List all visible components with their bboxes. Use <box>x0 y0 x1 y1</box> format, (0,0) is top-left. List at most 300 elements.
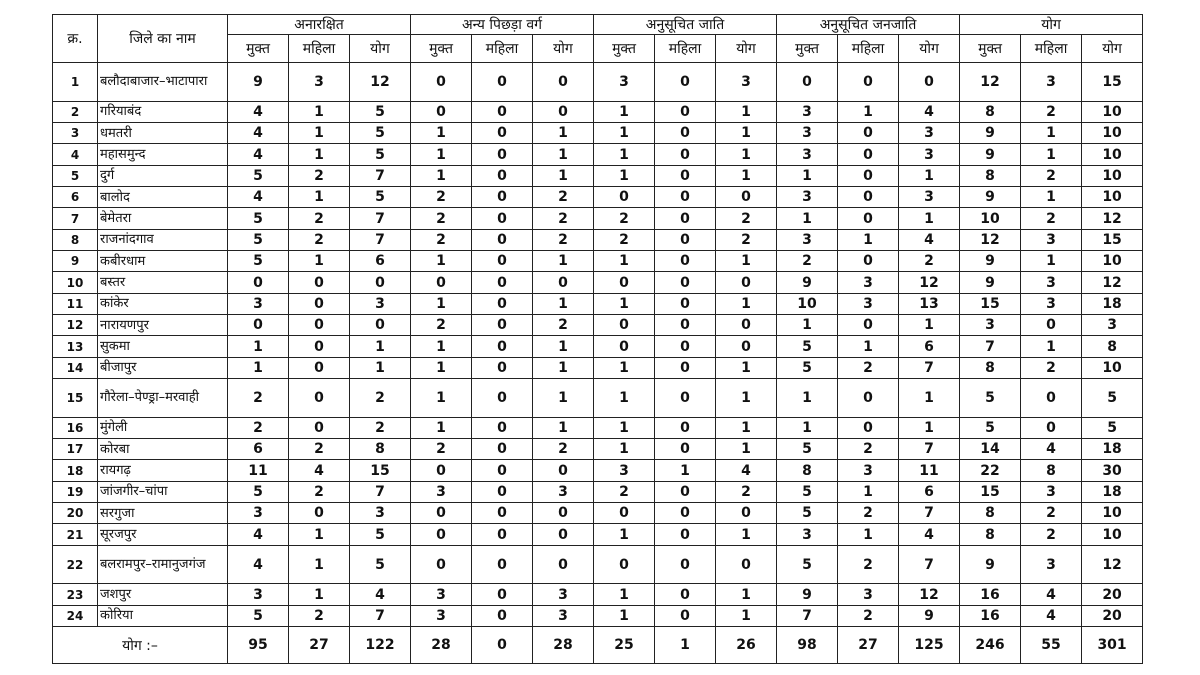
value-cell: 0 <box>655 379 716 418</box>
value-cell: 0 <box>716 187 777 208</box>
value-cell: 1 <box>594 584 655 605</box>
value-cell: 1 <box>411 293 472 314</box>
value-cell: 7 <box>899 503 960 524</box>
value-cell: 20 <box>1082 605 1143 626</box>
value-cell: 7 <box>350 605 411 626</box>
value-cell: 3 <box>838 460 899 481</box>
value-cell: 2 <box>1021 101 1082 122</box>
value-cell: 5 <box>777 503 838 524</box>
value-cell: 4 <box>899 229 960 250</box>
district-cell: कांकेर <box>98 293 228 314</box>
value-cell: 1 <box>289 251 350 272</box>
table-row <box>53 63 1143 102</box>
sub-header: योग <box>1082 35 1143 63</box>
value-cell: 9 <box>960 122 1021 143</box>
value-cell: 0 <box>655 165 716 186</box>
value-cell: 1 <box>594 293 655 314</box>
table-row <box>53 272 1143 293</box>
value-cell: 0 <box>533 63 594 102</box>
value-cell: 0 <box>472 545 533 584</box>
value-cell: 0 <box>655 272 716 293</box>
value-cell: 0 <box>411 63 472 102</box>
value-cell: 1 <box>838 481 899 502</box>
value-cell: 2 <box>533 187 594 208</box>
total-cell: 122 <box>350 627 411 664</box>
value-cell: 9 <box>899 605 960 626</box>
value-cell: 5 <box>777 439 838 460</box>
serial-cell: 12 <box>53 315 98 336</box>
value-cell: 1 <box>838 524 899 545</box>
value-cell: 1 <box>228 336 289 357</box>
value-cell: 0 <box>594 187 655 208</box>
value-cell: 0 <box>594 336 655 357</box>
value-cell: 1 <box>716 379 777 418</box>
district-cell: जांजगीर–चांपा <box>98 481 228 502</box>
value-cell: 5 <box>228 208 289 229</box>
value-cell: 1 <box>533 417 594 438</box>
value-cell: 0 <box>472 503 533 524</box>
sub-header: मुक्त <box>228 35 289 63</box>
value-cell: 1 <box>716 101 777 122</box>
value-cell: 0 <box>472 379 533 418</box>
value-cell: 9 <box>960 545 1021 584</box>
table-row <box>53 101 1143 122</box>
value-cell: 2 <box>228 379 289 418</box>
serial-cell: 10 <box>53 272 98 293</box>
value-cell: 0 <box>655 251 716 272</box>
serial-cell: 15 <box>53 379 98 418</box>
value-cell: 5 <box>228 481 289 502</box>
value-cell: 0 <box>838 63 899 102</box>
value-cell: 0 <box>594 545 655 584</box>
value-cell: 0 <box>472 293 533 314</box>
value-cell: 5 <box>228 229 289 250</box>
value-cell: 3 <box>838 293 899 314</box>
value-cell: 5 <box>777 481 838 502</box>
value-cell: 0 <box>533 545 594 584</box>
value-cell: 2 <box>228 417 289 438</box>
value-cell: 4 <box>289 460 350 481</box>
value-cell: 1 <box>716 293 777 314</box>
value-cell: 9 <box>960 187 1021 208</box>
table-row <box>53 315 1143 336</box>
value-cell: 0 <box>289 417 350 438</box>
value-cell: 1 <box>289 584 350 605</box>
district-cell: रायगढ़ <box>98 460 228 481</box>
value-cell: 3 <box>228 293 289 314</box>
value-cell: 7 <box>899 357 960 378</box>
value-cell: 0 <box>716 503 777 524</box>
value-cell: 0 <box>411 524 472 545</box>
table-row <box>53 251 1143 272</box>
sub-header: मुक्त <box>594 35 655 63</box>
value-cell: 3 <box>411 605 472 626</box>
value-cell: 1 <box>899 208 960 229</box>
value-cell: 4 <box>228 187 289 208</box>
value-cell: 1 <box>655 460 716 481</box>
table-row <box>53 439 1143 460</box>
district-cell: कोरबा <box>98 439 228 460</box>
value-cell: 2 <box>289 605 350 626</box>
value-cell: 3 <box>777 144 838 165</box>
value-cell: 1 <box>838 336 899 357</box>
district-cell: बीजापुर <box>98 357 228 378</box>
value-cell: 0 <box>472 584 533 605</box>
serial-cell: 11 <box>53 293 98 314</box>
value-cell: 3 <box>533 584 594 605</box>
value-cell: 5 <box>228 165 289 186</box>
value-cell: 5 <box>777 336 838 357</box>
value-cell: 0 <box>472 187 533 208</box>
district-cell: बलौदाबाजार–भाटापारा <box>98 63 228 102</box>
value-cell: 1 <box>716 122 777 143</box>
value-cell: 7 <box>350 208 411 229</box>
value-cell: 3 <box>838 584 899 605</box>
district-cell: गरियाबंद <box>98 101 228 122</box>
value-cell: 1 <box>411 122 472 143</box>
value-cell: 0 <box>655 315 716 336</box>
district-cell: जशपुर <box>98 584 228 605</box>
value-cell: 3 <box>777 229 838 250</box>
serial-cell: 7 <box>53 208 98 229</box>
value-cell: 16 <box>960 605 1021 626</box>
serial-cell: 19 <box>53 481 98 502</box>
value-cell: 1 <box>777 315 838 336</box>
total-label: योग :– <box>53 627 228 664</box>
value-cell: 0 <box>228 315 289 336</box>
value-cell: 0 <box>472 165 533 186</box>
value-cell: 2 <box>411 439 472 460</box>
value-cell: 3 <box>533 605 594 626</box>
value-cell: 1 <box>594 357 655 378</box>
value-cell: 0 <box>655 605 716 626</box>
value-cell: 1 <box>533 251 594 272</box>
serial-cell: 24 <box>53 605 98 626</box>
value-cell: 3 <box>411 481 472 502</box>
sub-header: महिला <box>838 35 899 63</box>
value-cell: 18 <box>1082 293 1143 314</box>
value-cell: 0 <box>289 272 350 293</box>
value-cell: 0 <box>472 208 533 229</box>
value-cell: 0 <box>838 187 899 208</box>
value-cell: 0 <box>838 122 899 143</box>
value-cell: 2 <box>350 417 411 438</box>
value-cell: 2 <box>838 439 899 460</box>
value-cell: 3 <box>777 524 838 545</box>
district-header: जिले का नाम <box>98 15 228 63</box>
value-cell: 8 <box>960 524 1021 545</box>
value-cell: 2 <box>838 605 899 626</box>
value-cell: 3 <box>1021 229 1082 250</box>
district-cell: कबीरधाम <box>98 251 228 272</box>
serial-cell: 14 <box>53 357 98 378</box>
value-cell: 0 <box>289 379 350 418</box>
value-cell: 0 <box>594 315 655 336</box>
value-cell: 5 <box>350 545 411 584</box>
value-cell: 7 <box>899 545 960 584</box>
value-cell: 3 <box>1021 545 1082 584</box>
value-cell: 3 <box>899 122 960 143</box>
value-cell: 0 <box>472 101 533 122</box>
group-header: योग <box>960 15 1143 35</box>
value-cell: 6 <box>228 439 289 460</box>
value-cell: 0 <box>655 336 716 357</box>
table-row <box>53 460 1143 481</box>
value-cell: 3 <box>594 460 655 481</box>
value-cell: 1 <box>289 122 350 143</box>
value-cell: 5 <box>960 417 1021 438</box>
value-cell: 5 <box>350 144 411 165</box>
value-cell: 0 <box>655 208 716 229</box>
value-cell: 15 <box>350 460 411 481</box>
sub-header: मुक्त <box>777 35 838 63</box>
value-cell: 3 <box>899 187 960 208</box>
value-cell: 9 <box>228 63 289 102</box>
total-cell: 26 <box>716 627 777 664</box>
value-cell: 10 <box>1082 144 1143 165</box>
value-cell: 1 <box>411 251 472 272</box>
value-cell: 3 <box>960 315 1021 336</box>
district-cell: धमतरी <box>98 122 228 143</box>
value-cell: 0 <box>533 272 594 293</box>
value-cell: 12 <box>899 584 960 605</box>
value-cell: 10 <box>1082 101 1143 122</box>
value-cell: 0 <box>472 605 533 626</box>
value-cell: 1 <box>594 144 655 165</box>
value-cell: 2 <box>533 315 594 336</box>
value-cell: 1 <box>533 144 594 165</box>
table-row <box>53 503 1143 524</box>
value-cell: 5 <box>1082 379 1143 418</box>
value-cell: 4 <box>1021 605 1082 626</box>
value-cell: 2 <box>1021 208 1082 229</box>
value-cell: 9 <box>960 272 1021 293</box>
value-cell: 9 <box>777 584 838 605</box>
value-cell: 6 <box>899 481 960 502</box>
value-cell: 10 <box>1082 122 1143 143</box>
total-cell: 28 <box>411 627 472 664</box>
group-header: अनुसूचित जाति <box>594 15 777 35</box>
value-cell: 0 <box>716 545 777 584</box>
sub-header: महिला <box>289 35 350 63</box>
value-cell: 1 <box>1021 187 1082 208</box>
value-cell: 3 <box>1082 315 1143 336</box>
value-cell: 3 <box>1021 293 1082 314</box>
value-cell: 2 <box>716 208 777 229</box>
value-cell: 0 <box>472 439 533 460</box>
district-cell: बेमेतरा <box>98 208 228 229</box>
value-cell: 2 <box>1021 357 1082 378</box>
value-cell: 1 <box>777 417 838 438</box>
value-cell: 0 <box>533 503 594 524</box>
value-cell: 0 <box>655 417 716 438</box>
total-cell: 27 <box>838 627 899 664</box>
total-cell: 1 <box>655 627 716 664</box>
value-cell: 0 <box>472 63 533 102</box>
value-cell: 10 <box>1082 357 1143 378</box>
sub-header: योग <box>716 35 777 63</box>
value-cell: 15 <box>960 293 1021 314</box>
value-cell: 1 <box>716 165 777 186</box>
sub-header: महिला <box>655 35 716 63</box>
value-cell: 3 <box>350 293 411 314</box>
value-cell: 0 <box>716 272 777 293</box>
serial-cell: 6 <box>53 187 98 208</box>
value-cell: 7 <box>350 481 411 502</box>
value-cell: 10 <box>1082 251 1143 272</box>
group-header-row <box>53 15 1143 35</box>
value-cell: 1 <box>716 251 777 272</box>
value-cell: 7 <box>350 229 411 250</box>
district-cell: सरगुजा <box>98 503 228 524</box>
serial-cell: 20 <box>53 503 98 524</box>
total-cell: 95 <box>228 627 289 664</box>
value-cell: 1 <box>838 101 899 122</box>
district-cell: गौरेला–पेण्ड्रा–मरवाही <box>98 379 228 418</box>
value-cell: 3 <box>838 272 899 293</box>
value-cell: 1 <box>777 379 838 418</box>
table-row <box>53 293 1143 314</box>
district-cell: मुंगेली <box>98 417 228 438</box>
value-cell: 4 <box>899 524 960 545</box>
value-cell: 12 <box>1082 545 1143 584</box>
value-cell: 0 <box>1021 417 1082 438</box>
serial-header: क्र. <box>53 15 98 63</box>
value-cell: 7 <box>777 605 838 626</box>
serial-cell: 13 <box>53 336 98 357</box>
value-cell: 3 <box>777 187 838 208</box>
value-cell: 2 <box>716 481 777 502</box>
table-row <box>53 357 1143 378</box>
table-row <box>53 379 1143 418</box>
value-cell: 5 <box>960 379 1021 418</box>
value-cell: 0 <box>655 229 716 250</box>
value-cell: 0 <box>838 315 899 336</box>
value-cell: 0 <box>838 379 899 418</box>
serial-cell: 21 <box>53 524 98 545</box>
value-cell: 0 <box>655 524 716 545</box>
value-cell: 8 <box>350 439 411 460</box>
sub-header: योग <box>350 35 411 63</box>
value-cell: 4 <box>350 584 411 605</box>
value-cell: 5 <box>777 545 838 584</box>
value-cell: 5 <box>350 122 411 143</box>
value-cell: 3 <box>1021 63 1082 102</box>
value-cell: 7 <box>899 439 960 460</box>
value-cell: 6 <box>350 251 411 272</box>
value-cell: 1 <box>899 165 960 186</box>
value-cell: 2 <box>899 251 960 272</box>
value-cell: 20 <box>1082 584 1143 605</box>
value-cell: 15 <box>1082 229 1143 250</box>
value-cell: 2 <box>838 545 899 584</box>
value-cell: 4 <box>899 101 960 122</box>
sub-header: योग <box>533 35 594 63</box>
value-cell: 1 <box>350 336 411 357</box>
district-cell: सुकमा <box>98 336 228 357</box>
value-cell: 8 <box>777 460 838 481</box>
value-cell: 5 <box>350 101 411 122</box>
serial-cell: 16 <box>53 417 98 438</box>
table-row <box>53 605 1143 626</box>
sub-header: योग <box>899 35 960 63</box>
value-cell: 7 <box>960 336 1021 357</box>
value-cell: 2 <box>533 229 594 250</box>
value-cell: 0 <box>411 545 472 584</box>
value-cell: 0 <box>838 251 899 272</box>
value-cell: 0 <box>411 460 472 481</box>
table-row <box>53 229 1143 250</box>
value-cell: 4 <box>716 460 777 481</box>
value-cell: 0 <box>472 336 533 357</box>
total-cell: 0 <box>472 627 533 664</box>
value-cell: 8 <box>960 357 1021 378</box>
value-cell: 8 <box>1021 460 1082 481</box>
sub-header: महिला <box>1021 35 1082 63</box>
serial-cell: 23 <box>53 584 98 605</box>
value-cell: 0 <box>655 293 716 314</box>
value-cell: 3 <box>899 144 960 165</box>
sub-header: मुक्त <box>960 35 1021 63</box>
value-cell: 1 <box>411 417 472 438</box>
value-cell: 1 <box>899 379 960 418</box>
value-cell: 2 <box>411 187 472 208</box>
value-cell: 1 <box>289 187 350 208</box>
value-cell: 12 <box>960 63 1021 102</box>
value-cell: 2 <box>411 208 472 229</box>
value-cell: 1 <box>716 357 777 378</box>
value-cell: 0 <box>350 315 411 336</box>
value-cell: 0 <box>533 460 594 481</box>
value-cell: 11 <box>228 460 289 481</box>
table-row <box>53 545 1143 584</box>
serial-cell: 4 <box>53 144 98 165</box>
value-cell: 0 <box>472 315 533 336</box>
value-cell: 1 <box>594 165 655 186</box>
serial-cell: 17 <box>53 439 98 460</box>
value-cell: 0 <box>899 63 960 102</box>
district-cell: नारायणपुर <box>98 315 228 336</box>
value-cell: 1 <box>289 144 350 165</box>
value-cell: 3 <box>1021 481 1082 502</box>
value-cell: 0 <box>472 229 533 250</box>
value-cell: 0 <box>777 63 838 102</box>
value-cell: 0 <box>655 584 716 605</box>
value-cell: 15 <box>960 481 1021 502</box>
value-cell: 5 <box>228 605 289 626</box>
value-cell: 3 <box>289 63 350 102</box>
value-cell: 0 <box>838 144 899 165</box>
table-row <box>53 481 1143 502</box>
value-cell: 1 <box>1021 336 1082 357</box>
value-cell: 1 <box>777 165 838 186</box>
value-cell: 14 <box>960 439 1021 460</box>
total-cell: 27 <box>289 627 350 664</box>
value-cell: 1 <box>289 524 350 545</box>
value-cell: 10 <box>1082 187 1143 208</box>
value-cell: 1 <box>533 165 594 186</box>
value-cell: 1 <box>411 336 472 357</box>
district-cell: राजनांदगाव <box>98 229 228 250</box>
value-cell: 0 <box>472 357 533 378</box>
value-cell: 0 <box>594 272 655 293</box>
value-cell: 4 <box>1021 439 1082 460</box>
value-cell: 8 <box>960 101 1021 122</box>
value-cell: 5 <box>350 524 411 545</box>
value-cell: 1 <box>533 336 594 357</box>
value-cell: 0 <box>1021 315 1082 336</box>
value-cell: 0 <box>716 336 777 357</box>
